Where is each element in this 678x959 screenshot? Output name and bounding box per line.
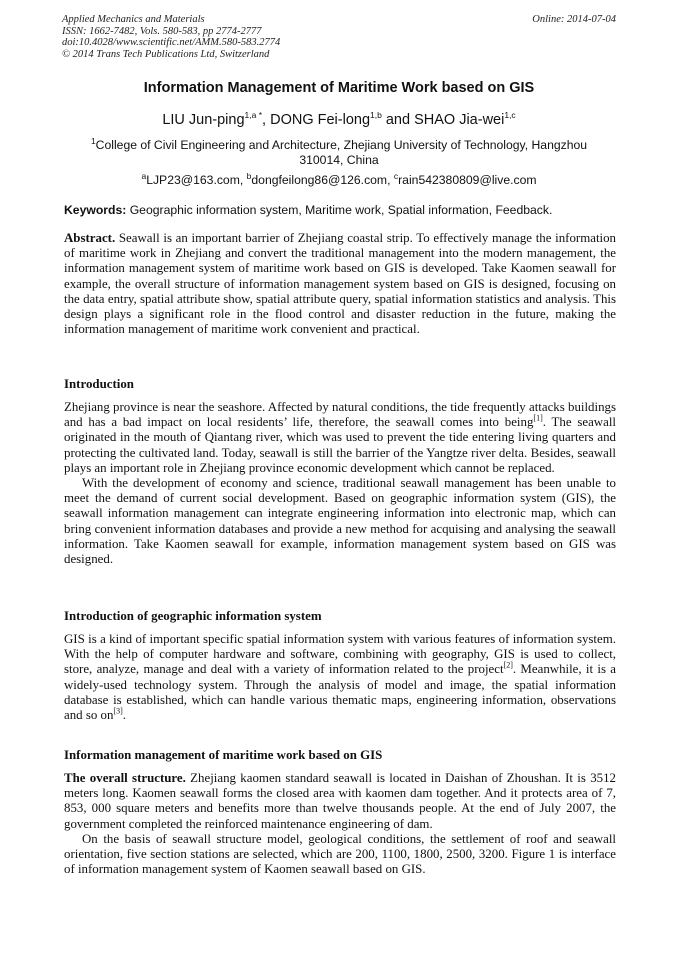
email-address: rain542380809@live.com	[398, 173, 537, 187]
gis-body	[64, 632, 616, 723]
author-sup: 1,b	[370, 110, 382, 121]
author-sep: ,	[262, 112, 271, 128]
author-name: DONG Fei-long	[270, 112, 371, 128]
email-sup: a	[141, 170, 147, 181]
affiliation-text: College of Civil Engineering and Architecture, Zhejiang University of Technology, Hangzhou 310014, China	[95, 138, 588, 167]
email-sup: b	[246, 170, 252, 181]
author-name: SHAO Jia-wei	[414, 112, 505, 128]
section-heading: Information management of maritime work based on GIS	[64, 748, 383, 762]
email-address: LJP23@163.com	[146, 173, 240, 187]
abstract-label: Abstract.	[64, 231, 116, 245]
author-sep: and	[381, 112, 415, 128]
email-sup: c	[393, 170, 399, 181]
paragraph	[64, 771, 616, 832]
author-list	[40, 112, 638, 128]
paragraph-text: Zhejiang province is near the seashore. Affected by natural conditions, the tide frequently attacks buildings and has a bad impact on local residents’ life, therefore, the seawall comes into being	[64, 400, 616, 430]
keywords-text: Geographic information system, Maritime work, Spatial information, Feedback.	[126, 203, 553, 217]
keywords-label: Keywords:	[64, 203, 127, 217]
email-sep: ,	[239, 173, 247, 187]
mgmt-body	[64, 771, 616, 877]
paragraph: On the basis of seawall structure model, geological conditions, the settlement of roof and seawall orientation, five section stations are selected, which are 200, 1100, 1800, 2500, 3200. Figure 1 is interface of information management system of Kaomen seawall based on GIS.	[64, 831, 616, 877]
doi-line: doi:10.4028/www.scientific.net/AMM.580-583.2774	[62, 37, 281, 48]
paper-title: Information Management of Maritime Work based on GIS	[143, 80, 535, 96]
citation: [2]	[503, 661, 513, 671]
copyright-line: © 2014 Trans Tech Publications Ltd, Switzerland	[62, 48, 270, 60]
abstract-text: Seawall is an important barrier of Zhejiang coastal strip. To effectively manage the information of maritime work in Zhejiang and convert the traditional management into the modern management, the information management system of maritime work based on GIS is developed. Take Kaomen seawall for example, the overall structure of information management system based on GIS is designed, focusing on the data entry, spatial attribute show, spatial attribute query, spatial information statistics and analysis. This design plays a significant role in the flood control and disaster reduction in the future, making the information management of maritime work convenient and practical.	[64, 231, 616, 337]
author-name: LIU Jun-ping	[162, 112, 245, 128]
email-list	[40, 170, 638, 187]
issn-line: ISSN: 1662-7482, Vols. 580-583, pp 2774-2777	[62, 25, 262, 37]
paragraph-text: . Meanwhile, it is a widely-used technology system. Through the analysis of model and image, the spatial information database is established, which can handle various thematic maps, engineering information, observations and so on	[64, 662, 616, 723]
citation: [3]	[113, 706, 123, 716]
online-date: Online: 2014-07-04	[532, 14, 616, 25]
citation: [1]	[533, 413, 543, 423]
affiliation-sup: 1	[90, 135, 96, 146]
author-sup: 1,c	[504, 110, 516, 121]
paragraph-text: Zhejiang kaomen standard seawall is located in Daishan of Zhoushan. It is 3512 meters long. Kaomen seawall forms the closed area with kaomen dam together. And it protects area of 7, 853, 000 square meters and benefits more than twelve thousands people. At the end of July 2007, the government completed the reinforced maintenance engineering of dam.	[64, 771, 616, 831]
keywords	[64, 203, 616, 217]
author-sup: 1,a *	[244, 110, 263, 121]
paragraph-text: .	[122, 708, 126, 723]
paragraph	[64, 632, 616, 723]
paragraph-text: GIS is a kind of important specific spatial information system with various features of information system. With the help of computer hardware and software, combining with geography, GIS is used to collect, store, analyze, manage and deal with a variety of information related to the project	[64, 632, 616, 677]
section-heading: Introduction	[64, 377, 134, 391]
paragraph-text: . The seawall originated in the mouth of Qiantang river, which was used to prevent the tide entering living quarters and protecting the cultivated land. Today, seawall is still the barrier of the Yangtze river delta. Besides, seawall plays an important role in Zhejiang province economic development which cannot be replaced.	[64, 415, 616, 475]
journal-header	[62, 14, 280, 60]
paragraph	[64, 400, 616, 476]
subsection-lead: The overall structure.	[64, 771, 186, 785]
intro-body	[64, 400, 616, 567]
abstract	[64, 231, 616, 337]
section-heading: Introduction of geographic information system	[64, 609, 322, 623]
journal-name: Applied Mechanics and Materials	[62, 14, 205, 25]
affiliation	[70, 135, 608, 167]
email-address: dongfeilong86@126.com	[251, 173, 388, 187]
email-sep: ,	[387, 173, 394, 187]
paragraph: With the development of economy and science, traditional seawall management has been unable to meet the demand of current social development. Based on geographic information system (GIS), the seawall information management can integrate engineering information into electronic map, which can bring convenient information databases and provide a new method for acquising and analysing the seawall information. Take Kaomen seawall for example, information management system based on GIS was designed.	[64, 476, 616, 567]
